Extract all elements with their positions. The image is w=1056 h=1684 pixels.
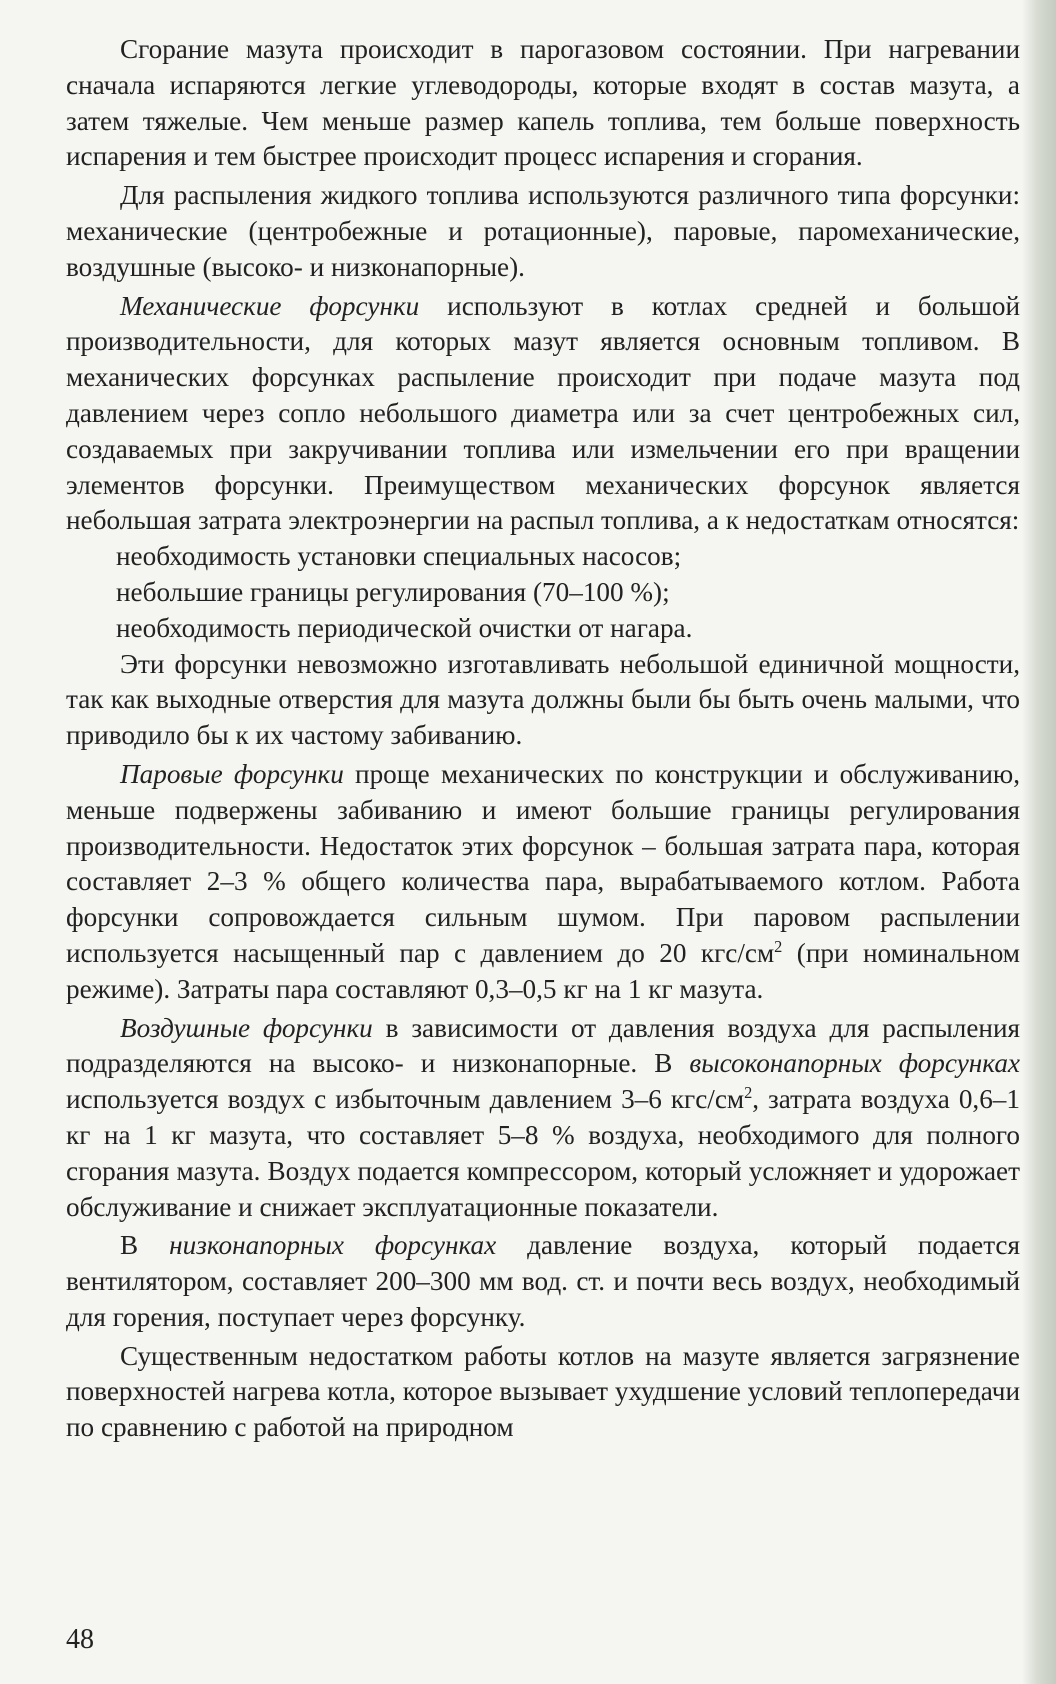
text-run: небольшие границы регулирования (70–100 %); [116, 576, 670, 607]
italic-term: высоконапорных форсунках [689, 1048, 1020, 1079]
text-run: в зависимости от давления воздуха для распыления подразделяются на высоко- и низконапорные. В [66, 1012, 1021, 1079]
paragraph [66, 647, 1020, 754]
paragraph [66, 289, 1020, 540]
paragraph [66, 1339, 1020, 1446]
list-item [66, 611, 1020, 647]
paragraph [66, 757, 1020, 1008]
text-run: Эти форсунки невозможно изготавливать небольшой единичной мощности, так как выходные отверстия для мазута должны были бы быть очень малыми, что приводило бы к их частому забиванию. [66, 648, 1020, 751]
page-number: 48 [66, 1624, 94, 1655]
text-run: (при номинальном режиме). Затраты пара составляют 0,3–0,5 кг на 1 кг мазута. [66, 937, 1020, 1004]
superscript: 2 [774, 937, 783, 957]
text-run: Существенным недостатком работы котлов на мазуте является загрязнение поверхностей нагрева котла, которое вызывает ухудшение условий теплопередачи по сравнению с работой на природном [66, 1340, 1020, 1443]
list-item [66, 539, 1020, 575]
superscript: 2 [744, 1083, 753, 1103]
body-text [66, 32, 1020, 1446]
italic-term: Механические форсунки [120, 290, 420, 321]
text-run: Сгорание мазута происходит в парогазовом состоянии. При нагревании сначала испаряются легкие углеводороды, которые входят в состав мазута, а затем тяжелые. Чем меньше размер капель топлива, тем больше поверхность испарения и тем быстрее происходит процесс испарения и сгорания. [66, 34, 1020, 172]
text-run: используют в котлах средней и большой производительности, для которых мазут является основным топливом. В механических форсунках распыление происходит при подаче мазута под давлением через сопло небольшого диаметра или за счет центробежных сил, создаваемых при закручивании топлива или измельчении его при вращении элементов форсунки. Преимуществом механических форсунок является небольшая затрата электроэнергии на распыл топлива, а к недостаткам относятся: [66, 290, 1021, 536]
text-run: В [120, 1230, 170, 1261]
paragraph [66, 32, 1020, 175]
text-run: , затрата воздуха 0,6–1 кг на 1 кг мазута, что составляет 5–8 % воздуха, необходимого для полного сгорания мазута. Воздух подается компрессором, который усложняет и удорожает обслуживание и снижает эксплуатационные показатели. [66, 1084, 1020, 1222]
text-run: необходимость установки специальных насосов; [116, 541, 682, 572]
italic-term: Паровые форсунки [120, 758, 344, 789]
paragraph [66, 1228, 1020, 1335]
list-item [66, 575, 1020, 611]
paragraph [66, 1011, 1020, 1226]
paragraph [66, 178, 1020, 285]
text-run: проще механических по конструкции и обслуживанию, меньше подвержены забиванию и имеют большие границы регулирования производительности. Недостаток этих форсунок – большая затрата пара, которая составляет 2–3 % общего количества пара, вырабатываемого котлом. Работа форсунки сопровождается сильным шумом. При паровом распылении используется насыщенный пар с давлением до 20 кгс/см [66, 758, 1020, 968]
text-run: Для распыления жидкого топлива используются различного типа форсунки: механические (центробежные и ротационные), паровые, паромеханические, воздушные (высоко- и низконапорные). [66, 180, 1020, 282]
text-run: необходимость периодической очистки от нагара. [116, 612, 693, 643]
text-run: давление воздуха, который подается вентилятором, составляет 200–300 мм вод. ст. и почти весь воздух, необходимый для горения, поступает через форсунку. [66, 1230, 1020, 1332]
page-binding-shadow [1022, 0, 1056, 1684]
text-run: используется воздух с избыточным давлением 3–6 кгс/см [66, 1084, 745, 1115]
italic-term: Воздушные форсунки [120, 1012, 373, 1043]
italic-term: низконапорных форсунках [169, 1230, 497, 1261]
